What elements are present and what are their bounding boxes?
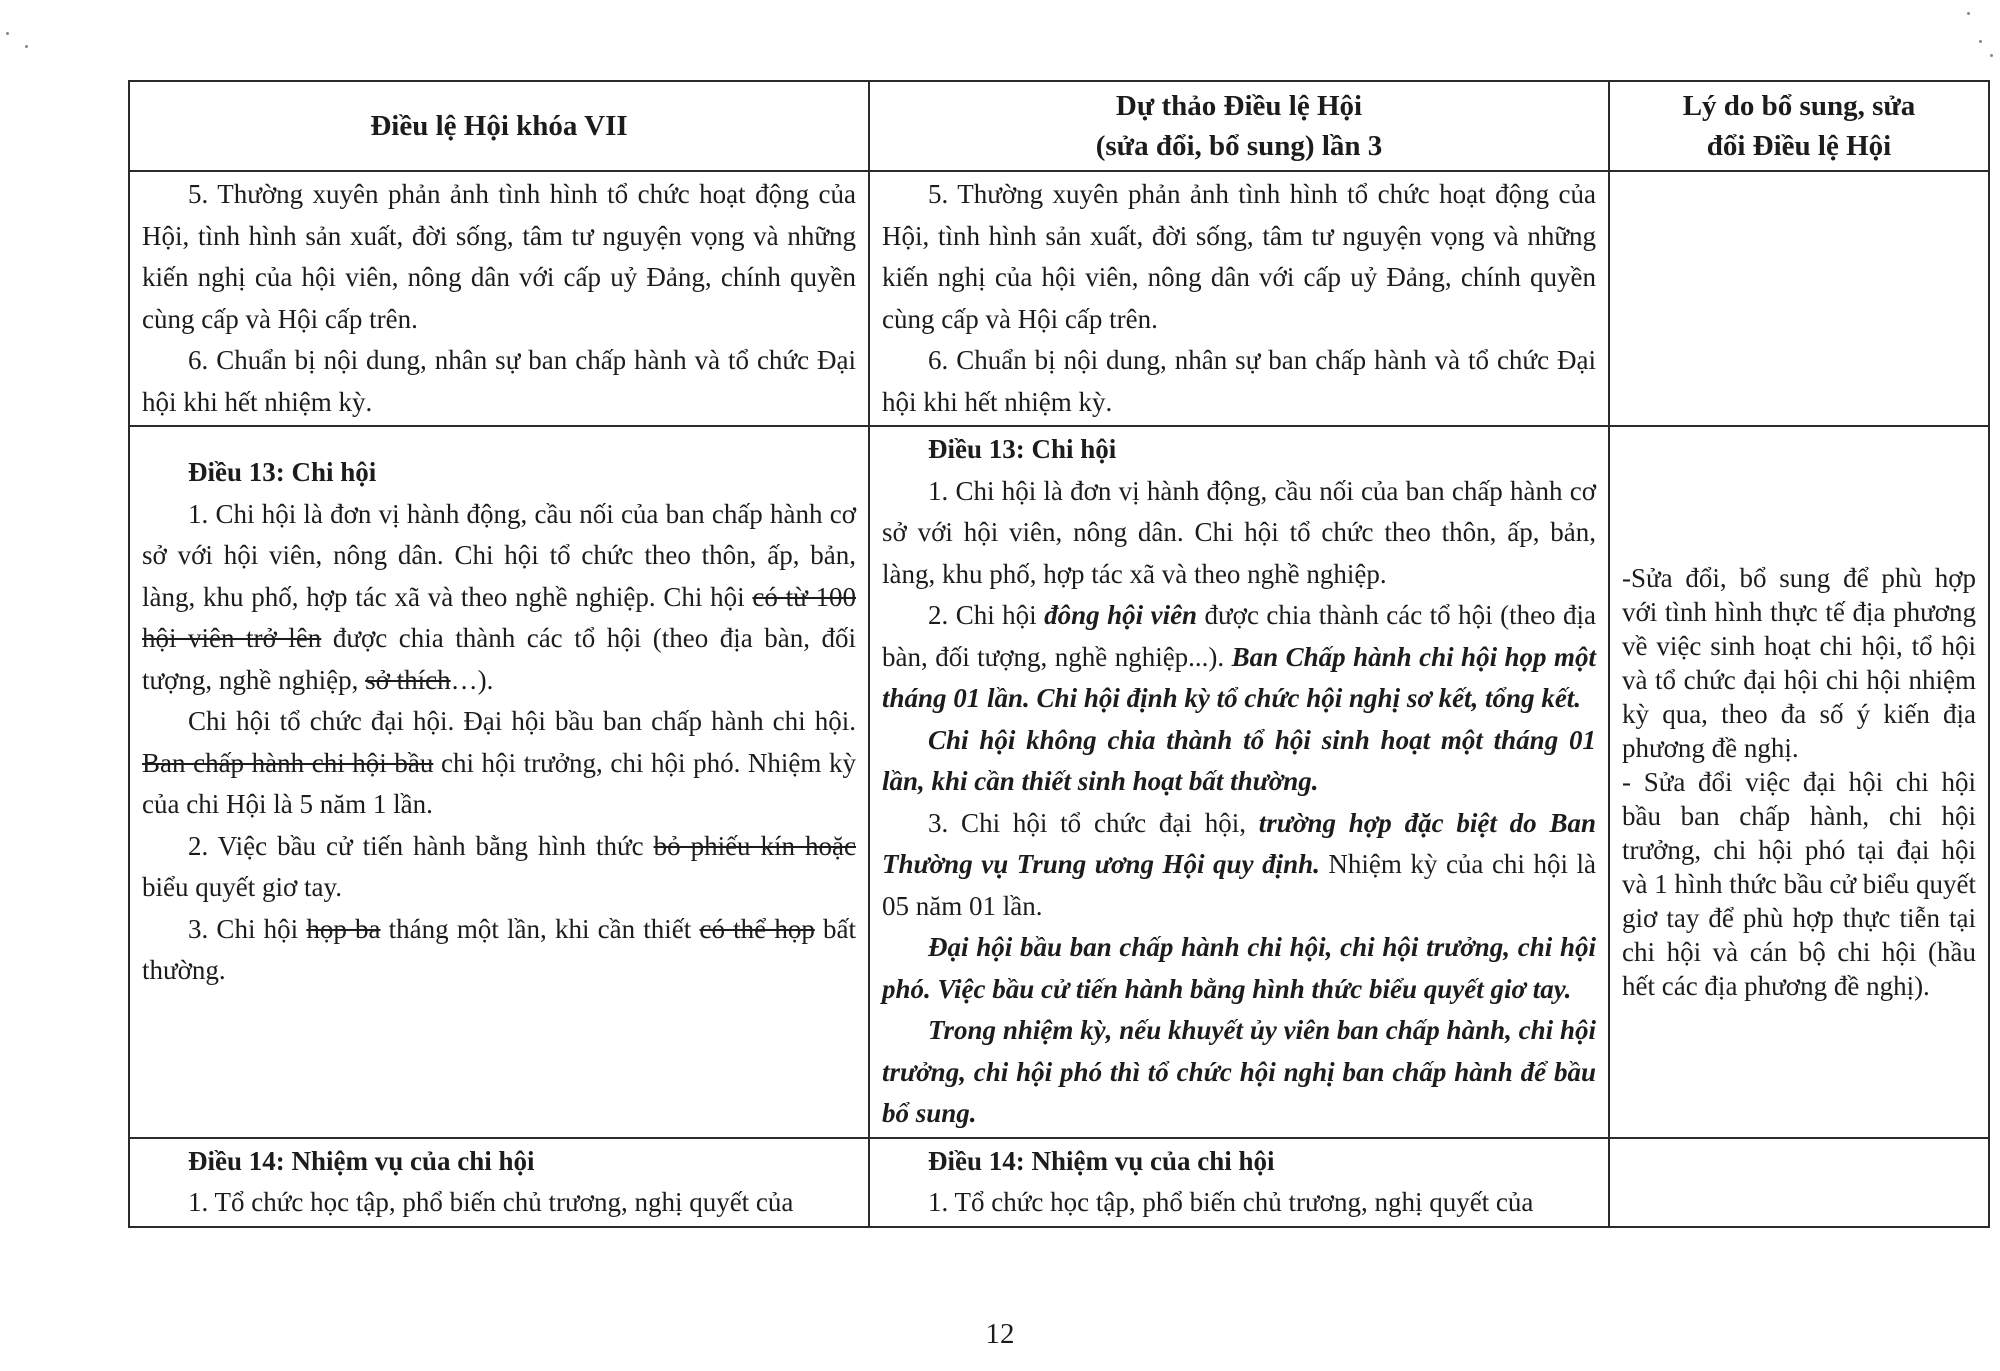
page-number: 12 [985,1318,1015,1350]
cell-draft [869,171,1609,426]
table-row [129,171,1989,426]
article-13-congress: Chi hội tổ chức đại hội. Đại hội bầu ban chấp hành chi hội. Ban chấp hành chi hội bầu chi hội trưởng, chi hội phó. Nhiệm kỳ của chi Hội là 5 năm 1 lần. [142,706,856,819]
inserted-text: trường hợp đặc biệt do Ban Thường vụ Trung ương Hội quy định. [882,807,1596,879]
inserted-text: Ban Chấp hành chi hội họp một tháng 01 lần. Chi hội định kỳ tổ chức hội nghị sơ kết, tổng kết. [882,641,1597,713]
article-13-clause-3: 3. Chi hội họp ba tháng một lần, khi cần thiết có thể họp bất thường. [142,913,856,985]
comparison-table [128,80,1990,1228]
reason-1: -Sửa đổi, bổ sung để phù hợp với tình hình thực tế địa phương về việc sinh hoạt chi hội, tổ hội và tổ chức đại hội chi hội nhiệm kỳ qua, theo đa số ý kiến địa phương đề nghị. [1622,562,1976,763]
deleted-text: bỏ phiếu kín hoặc [653,830,856,861]
article-14-heading: Điều 14: Nhiệm vụ của chi hội [928,1145,1275,1176]
article-13-heading: Điều 13: Chi hội [188,457,377,487]
inserted-paragraph: Đại hội bầu ban chấp hành chi hội, chi hội trưởng, chi hội phó. Việc bầu cử tiến hành bằng hình thức biểu quyết giơ tay. [882,932,1596,1004]
cell-current [129,1138,869,1227]
article-13-clause-2: 2. Chi hội đông hội viên được chia thành các tổ hội (theo địa bàn, đối tượng, nghề nghiệp...). Ban Chấp hành chi hội họp một tháng 01 lần. Chi hội định kỳ tổ chức hội nghị sơ kết, tổng kết. [882,600,1597,713]
article-13-heading: Điều 13: Chi hội [928,434,1117,464]
cell-draft [869,1138,1609,1227]
cell-current [129,171,869,426]
scan-speck [1990,54,1993,57]
clause-5: 5. Thường xuyên phản ảnh tình hình tổ chức hoạt động của Hội, tình hình sản xuất, đời sống, tâm tư nguyện vọng và những kiến nghị của hội viên, nông dân với cấp uỷ Đảng, chính quyền cùng cấp và Hội cấp trên. [142,179,856,334]
header-reason-line1: Lý do bổ sung, sửa [1682,90,1916,122]
table-row [129,1138,1989,1227]
scan-speck [1979,40,1982,43]
article-13-clause-2: 2. Việc bầu cử tiến hành bằng hình thức bỏ phiếu kín hoặc biểu quyết giơ tay. [142,830,856,902]
article-14-heading: Điều 14: Nhiệm vụ của chi hội [188,1145,535,1176]
clause-5: 5. Thường xuyên phản ảnh tình hình tổ chức hoạt động của Hội, tình hình sản xuất, đời sống, tâm tư nguyện vọng và những kiến nghị của hội viên, nông dân với cấp uỷ Đảng, chính quyền cùng cấp và Hội cấp trên. [882,179,1596,334]
scan-speck [6,32,9,35]
deleted-text: Ban chấp hành chi hội bầu [142,747,434,778]
cell-reason [1609,426,1989,1138]
article-13-clause-1: 1. Chi hội là đơn vị hành động, cầu nối của ban chấp hành cơ sở với hội viên, nông dân. Chi hội tổ chức theo thôn, ấp, bản, làng, khu phố, hợp tác xã và theo nghề nghiệp. Chi hội có từ 100 hội viên trở lên được chia thành các tổ hội (theo địa bàn, đối tượng, nghề nghiệp, sở thích…). [142,498,857,695]
scan-speck [25,45,28,48]
cell-draft [869,426,1609,1138]
header-draft-line1: Dự thảo Điều lệ Hội [1115,90,1363,122]
deleted-text: có từ 100 hội viên trở lên [142,581,857,653]
clause-6: 6. Chuẩn bị nội dung, nhân sự ban chấp hành và tổ chức Đại hội khi hết nhiệm kỳ. [882,345,1596,417]
inserted-paragraph: Chi hội không chia thành tổ hội sinh hoạt một tháng 01 lần, khi cần thiết sinh hoạt bất thường. [882,724,1596,796]
clause-6: 6. Chuẩn bị nội dung, nhân sự ban chấp hành và tổ chức Đại hội khi hết nhiệm kỳ. [142,345,856,417]
deleted-text: họp ba [306,913,381,944]
header-draft-line2: (sửa đổi, bổ sung) lần 3 [1095,130,1383,162]
table-row [129,426,1989,1138]
scan-speck [1967,12,1970,15]
article-13-clause-3: 3. Chi hội tổ chức đại hội, trường hợp đặc biệt do Ban Thường vụ Trung ương Hội quy định. Nhiệm kỳ của chi hội là 05 năm 01 lần. [882,807,1596,921]
header-draft-charter [869,81,1609,171]
inserted-text: đông hội viên [1044,600,1198,630]
cell-current [129,426,869,1138]
header-current-charter: Điều lệ Hội khóa VII [129,81,869,171]
header-reason-line2: đổi Điều lệ Hội [1706,130,1892,162]
deleted-text: sở thích [365,664,451,695]
deleted-text: có thể họp [699,913,815,944]
table-header-row [129,81,1989,171]
article-14-clause-1: 1. Tổ chức học tập, phổ biến chủ trương, nghị quyết của [188,1187,794,1217]
inserted-paragraph: Trong nhiệm kỳ, nếu khuyết ủy viên ban chấp hành, chi hội trưởng, chi hội phó thì tổ chức hội nghị ban chấp hành để bầu bổ sung. [882,1015,1596,1128]
reason-2: - Sửa đổi việc đại hội chi hội bầu ban chấp hành, chi hội trưởng, chi hội phó tại đại hội và 1 hình thức bầu cử biểu quyết giơ tay để phù hợp thực tiễn tại chi hội và cán bộ chi hội (hầu hết các địa phương đề nghị). [1622,766,1976,1001]
article-13-clause-1: 1. Chi hội là đơn vị hành động, cầu nối của ban chấp hành cơ sở với hội viên, nông dân. Chi hội tổ chức theo thôn, ấp, bản, làng, khu phố, hợp tác xã và theo nghề nghiệp. [882,475,1596,589]
article-14-clause-1: 1. Tổ chức học tập, phổ biến chủ trương, nghị quyết của [928,1187,1534,1217]
cell-reason [1609,1138,1989,1227]
cell-reason [1609,171,1989,426]
header-reason [1609,81,1989,171]
